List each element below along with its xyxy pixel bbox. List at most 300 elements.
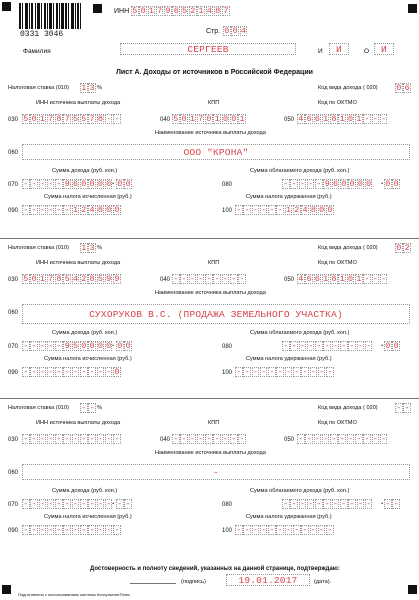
char-cell: 4 <box>298 114 304 124</box>
char-cell: - <box>81 434 87 444</box>
corner-mark <box>408 4 417 13</box>
percent-label: % <box>97 405 102 411</box>
char-cell: 5 <box>97 274 103 284</box>
char-cell: - <box>294 525 300 535</box>
char-cell: 4 <box>302 205 308 215</box>
char-cell: - <box>283 341 289 351</box>
char-cell: - <box>72 367 78 377</box>
initial-i-field[interactable]: И <box>329 43 349 55</box>
char-cell: 0 <box>97 179 103 189</box>
char-cell: - <box>106 367 112 377</box>
char-cell: - <box>308 499 314 509</box>
char-cell: 5 <box>72 341 78 351</box>
char-cell: 1 <box>39 114 45 124</box>
char-cell: 0 <box>89 341 95 351</box>
char-cell: 0 <box>89 179 95 189</box>
char-cell: - <box>39 205 45 215</box>
char-cell: - <box>356 434 362 444</box>
taxable-sum-field[interactable] <box>282 499 372 509</box>
char-cell: - <box>306 434 312 444</box>
oktmo-field[interactable] <box>297 274 387 284</box>
char-cell: 5 <box>23 114 29 124</box>
char-cell: - <box>48 367 54 377</box>
tax-calc-label: Сумма налога исчисленная (руб.) <box>44 514 132 520</box>
inn-source-label: ИНН источника выплаты дохода <box>36 420 121 426</box>
tax-withheld-field[interactable] <box>235 367 334 377</box>
char-cell: 1 <box>339 274 345 284</box>
char-cell: 0 <box>117 179 123 189</box>
char-cell: - <box>48 525 54 535</box>
char-cell: 9 <box>165 6 171 16</box>
char-cell: - <box>81 367 87 377</box>
char-cell: 0 <box>114 367 120 377</box>
row-070: 070 <box>8 182 19 188</box>
source-name-field[interactable]: ООО "КРОНА" <box>22 144 410 160</box>
tax-withheld-field[interactable] <box>235 525 334 535</box>
char-cell: 0 <box>231 114 237 124</box>
page-number-field[interactable] <box>223 26 247 36</box>
tax-rate-field[interactable] <box>80 403 96 413</box>
oktmo-label: Код по ОКТМО <box>318 100 357 106</box>
page-label: Стр. <box>206 28 221 35</box>
income-sum-field[interactable] <box>22 497 115 509</box>
char-cell: - <box>48 341 54 351</box>
char-cell: - <box>56 434 62 444</box>
char-cell: - <box>319 367 325 377</box>
char-cell: - <box>206 274 212 284</box>
char-cell: - <box>72 499 78 509</box>
char-cell: 2 <box>404 243 410 253</box>
block-separator <box>0 238 419 239</box>
char-cell: - <box>64 525 70 535</box>
char-cell: - <box>310 367 316 377</box>
char-cell: - <box>23 367 29 377</box>
char-cell: 0 <box>393 341 399 351</box>
char-cell: 7 <box>89 114 95 124</box>
software-note: Подготовлено с использованием системы КонсультантПлюс <box>18 592 130 597</box>
taxable-sum-field[interactable] <box>282 341 372 351</box>
row-030: 030 <box>8 117 19 123</box>
income-code-field[interactable] <box>395 83 411 93</box>
char-cell: 0 <box>385 341 391 351</box>
char-cell: - <box>106 434 112 444</box>
char-cell: - <box>327 367 333 377</box>
char-cell: - <box>239 274 245 284</box>
char-cell: - <box>366 499 372 509</box>
char-cell: 0 <box>106 341 112 351</box>
tax-calc-label: Сумма налога исчисленная (руб.) <box>44 356 132 362</box>
char-cell: 1 <box>356 114 362 124</box>
char-cell: - <box>198 274 204 284</box>
char-cell: - <box>252 205 258 215</box>
row-040: 040 <box>160 277 171 283</box>
char-cell: - <box>299 179 305 189</box>
char-cell: 6 <box>72 179 78 189</box>
row-080: 080 <box>222 182 233 188</box>
char-cell: 2 <box>294 205 300 215</box>
inn-source-field[interactable] <box>22 434 121 444</box>
char-cell: - <box>316 341 322 351</box>
char-cell: 0 <box>106 179 112 189</box>
char-cell: - <box>277 367 283 377</box>
signature-label: (подпись) <box>181 579 206 585</box>
char-cell: 8 <box>56 274 62 284</box>
char-cell: - <box>31 434 37 444</box>
char-cell: - <box>236 205 242 215</box>
char-cell: - <box>372 274 378 284</box>
kpp-field[interactable] <box>172 114 246 124</box>
char-cell: - <box>39 341 45 351</box>
char-cell: - <box>81 499 87 509</box>
char-cell: 1 <box>198 6 204 16</box>
char-cell: 6 <box>314 114 320 124</box>
char-cell: 6 <box>332 179 338 189</box>
inn-label: ИНН <box>114 8 130 15</box>
source-name-field[interactable]: - <box>22 464 410 480</box>
char-cell: 6 <box>404 83 410 93</box>
char-cell: 0 <box>81 341 87 351</box>
char-cell: 9 <box>106 274 112 284</box>
char-cell: 1 <box>39 274 45 284</box>
income-code-field[interactable] <box>395 243 411 253</box>
char-cell: 1 <box>72 205 78 215</box>
char-cell: - <box>285 525 291 535</box>
char-cell: 6 <box>173 6 179 16</box>
char-cell: - <box>189 274 195 284</box>
oktmo-label: Код по ОКТМО <box>318 420 357 426</box>
signature-line[interactable] <box>130 583 176 584</box>
income-sum-field[interactable] <box>22 177 115 189</box>
char-cell: - <box>308 341 314 351</box>
char-cell: 1 <box>81 243 87 253</box>
char-cell: - <box>349 499 355 509</box>
char-cell: - <box>393 499 399 509</box>
char-cell: - <box>72 525 78 535</box>
char-cell: - <box>347 434 353 444</box>
inn-source-label: ИНН источника выплаты дохода <box>36 260 121 266</box>
source-name-label: Наименование источника выплаты дохода <box>155 290 266 296</box>
taxable-kop-field[interactable] <box>384 341 400 351</box>
char-cell: - <box>106 114 112 124</box>
row-100: 100 <box>222 208 233 214</box>
char-cell: - <box>89 525 95 535</box>
char-cell: - <box>23 434 29 444</box>
initial-o-label: О <box>364 48 370 55</box>
income-kop-field[interactable] <box>116 499 132 509</box>
source-name-field[interactable]: СУХОРУКОВ В.С. (ПРОДАЖА ЗЕМЕЛЬНОГО УЧАСТКА) <box>22 304 410 324</box>
char-cell: 9 <box>114 274 120 284</box>
char-cell: - <box>181 434 187 444</box>
char-cell: 7 <box>223 6 229 16</box>
char-cell: - <box>341 499 347 509</box>
char-cell: - <box>244 525 250 535</box>
char-cell: - <box>23 525 29 535</box>
char-cell: 0 <box>366 179 372 189</box>
income-code-label: Код вида дохода ( 020) <box>318 405 378 411</box>
initial-i-label: И <box>318 48 323 55</box>
char-cell: - <box>231 434 237 444</box>
char-cell: 0 <box>81 179 87 189</box>
char-cell: - <box>269 525 275 535</box>
taxable-sum-label: Сумма облагаемого дохода (руб. коп.) <box>250 330 350 336</box>
char-cell: - <box>39 434 45 444</box>
oktmo-field[interactable] <box>297 114 387 124</box>
char-cell: - <box>198 434 204 444</box>
char-cell: 6 <box>306 114 312 124</box>
char-cell: - <box>81 525 87 535</box>
taxable-kop-field[interactable] <box>384 179 400 189</box>
char-cell: - <box>206 434 212 444</box>
char-cell: 5 <box>23 274 29 284</box>
percent-label: % <box>97 85 102 91</box>
char-cell: - <box>366 341 372 351</box>
char-cell: - <box>48 179 54 189</box>
inn-source-label: ИНН источника выплаты дохода <box>36 100 121 106</box>
char-cell: - <box>299 341 305 351</box>
char-cell: - <box>222 434 228 444</box>
char-cell: 0 <box>385 179 391 189</box>
char-cell: - <box>97 525 103 535</box>
char-cell: - <box>357 341 363 351</box>
char-cell: - <box>372 434 378 444</box>
char-cell: 1 <box>339 114 345 124</box>
char-cell: 7 <box>48 274 54 284</box>
char-cell: 5 <box>64 274 70 284</box>
date-label: (дата). <box>314 579 332 585</box>
tax-rate-field[interactable] <box>80 243 96 253</box>
char-cell: - <box>291 341 297 351</box>
char-cell: - <box>252 367 258 377</box>
decimal-point: . <box>112 339 115 348</box>
char-cell: 8 <box>215 6 221 16</box>
initial-o-field[interactable]: И <box>374 43 394 55</box>
char-cell: - <box>339 434 345 444</box>
income-code-field[interactable] <box>395 403 411 413</box>
char-cell: - <box>173 434 179 444</box>
char-cell: 1 <box>323 114 329 124</box>
char-cell: - <box>404 403 410 413</box>
char-cell: - <box>89 434 95 444</box>
char-cell: - <box>106 525 112 535</box>
inn-source-field[interactable] <box>22 114 121 124</box>
income-sum-field[interactable] <box>22 339 115 351</box>
char-cell: - <box>56 341 62 351</box>
decimal-point: . <box>381 497 384 506</box>
char-cell: - <box>277 525 283 535</box>
surname-field[interactable]: СЕРГЕЕВ <box>120 43 296 55</box>
income-code-label: Код вида дохода ( 020) <box>318 245 378 251</box>
char-cell: - <box>39 525 45 535</box>
tax-calc-field[interactable] <box>22 525 121 535</box>
char-cell: - <box>214 434 220 444</box>
char-cell: - <box>364 434 370 444</box>
row-050: 050 <box>284 277 295 283</box>
char-cell: 0 <box>347 274 353 284</box>
char-cell: 8 <box>331 114 337 124</box>
char-cell: - <box>252 525 258 535</box>
char-cell: 0 <box>181 114 187 124</box>
char-cell: - <box>72 434 78 444</box>
char-cell: 0 <box>206 114 212 124</box>
taxable-sum-label: Сумма облагаемого дохода (руб. коп.) <box>250 488 350 494</box>
date-field[interactable]: 19.01.2017 <box>226 574 310 586</box>
oktmo-field[interactable] <box>297 434 387 444</box>
row-060: 060 <box>8 310 19 316</box>
char-cell: 1 <box>189 114 195 124</box>
char-cell: 4 <box>298 274 304 284</box>
char-cell: - <box>114 525 120 535</box>
char-cell: 0 <box>97 341 103 351</box>
tax-calc-label: Сумма налога исчисленная (руб.) <box>44 194 132 200</box>
char-cell: 2 <box>81 205 87 215</box>
char-cell: 0 <box>347 114 353 124</box>
char-cell: 0 <box>222 114 228 124</box>
char-cell: 1 <box>81 83 87 93</box>
char-cell: 8 <box>97 114 103 124</box>
char-cell: 0 <box>327 205 333 215</box>
char-cell: - <box>319 525 325 535</box>
char-cell: 9 <box>324 179 330 189</box>
row-080: 080 <box>222 344 233 350</box>
tax-withheld-label: Сумма налога удержанная (руб.) <box>246 194 332 200</box>
header-inn-field[interactable] <box>131 6 230 16</box>
char-cell: - <box>214 274 220 284</box>
char-cell: - <box>277 205 283 215</box>
char-cell: - <box>244 205 250 215</box>
decimal-point: . <box>112 497 115 506</box>
char-cell: - <box>97 434 103 444</box>
char-cell: - <box>364 114 370 124</box>
char-cell: - <box>222 274 228 284</box>
char-cell: 5 <box>72 114 78 124</box>
char-cell: - <box>298 434 304 444</box>
char-cell: - <box>302 367 308 377</box>
char-cell: - <box>236 367 242 377</box>
tax-withheld-field[interactable] <box>235 205 334 215</box>
taxable-sum-label: Сумма облагаемого дохода (руб. коп.) <box>250 168 350 174</box>
char-cell: - <box>114 114 120 124</box>
char-cell: 3 <box>89 83 95 93</box>
char-cell: - <box>244 367 250 377</box>
char-cell: 9 <box>64 341 70 351</box>
char-cell: 0 <box>106 205 112 215</box>
char-cell: - <box>302 525 308 535</box>
tax-calc-field[interactable] <box>22 205 121 215</box>
char-cell: - <box>97 499 103 509</box>
char-cell: - <box>106 499 112 509</box>
income-kop-field[interactable] <box>116 179 132 189</box>
kpp-field[interactable] <box>172 274 246 284</box>
char-cell: - <box>236 525 242 535</box>
char-cell: 5 <box>132 6 138 16</box>
char-cell: 0 <box>341 179 347 189</box>
char-cell: 0 <box>357 179 363 189</box>
income-sum-label: Сумма дохода (руб. коп.) <box>52 168 118 174</box>
char-cell: - <box>31 499 37 509</box>
taxable-kop-field[interactable] <box>384 499 400 509</box>
tax-rate-field[interactable] <box>80 83 96 93</box>
row-090: 090 <box>8 370 19 376</box>
char-cell: - <box>283 179 289 189</box>
surname-label: Фамилия <box>23 48 51 55</box>
kpp-field[interactable] <box>172 434 246 444</box>
char-cell: 8 <box>331 274 337 284</box>
char-cell: 7 <box>48 114 54 124</box>
char-cell: - <box>285 367 291 377</box>
row-050: 050 <box>284 437 295 443</box>
corner-mark <box>93 4 102 13</box>
char-cell: - <box>261 205 267 215</box>
char-cell: - <box>39 179 45 189</box>
char-cell: - <box>310 525 316 535</box>
inn-source-field[interactable] <box>22 274 121 284</box>
row-100: 100 <box>222 528 233 534</box>
decimal-point: . <box>381 339 384 348</box>
char-cell: - <box>181 274 187 284</box>
char-cell: - <box>381 114 387 124</box>
kpp-label: КПП <box>208 100 220 106</box>
char-cell: 0 <box>140 6 146 16</box>
char-cell: - <box>316 499 322 509</box>
char-cell: 1 <box>323 274 329 284</box>
char-cell: 7 <box>198 114 204 124</box>
char-cell: - <box>269 367 275 377</box>
corner-mark <box>2 2 11 11</box>
tax-calc-field[interactable] <box>22 367 121 377</box>
char-cell: - <box>261 525 267 535</box>
row-050: 050 <box>284 117 295 123</box>
kpp-label: КПП <box>208 420 220 426</box>
char-cell: 0 <box>396 83 402 93</box>
char-cell: - <box>261 367 267 377</box>
char-cell: - <box>231 274 237 284</box>
char-cell: - <box>294 367 300 377</box>
char-cell: - <box>64 205 70 215</box>
char-cell: - <box>39 499 45 509</box>
char-cell: - <box>23 205 29 215</box>
decimal-point: . <box>381 177 384 186</box>
char-cell: - <box>64 499 70 509</box>
char-cell: 2 <box>81 274 87 284</box>
char-cell: 1 <box>239 114 245 124</box>
char-cell: - <box>89 367 95 377</box>
char-cell: - <box>332 499 338 509</box>
char-cell: - <box>173 274 179 284</box>
tax-rate-label: Налоговая ставка (010) <box>8 245 69 251</box>
barcode-number: 0331 3046 <box>20 30 64 39</box>
income-kop-field[interactable] <box>116 341 132 351</box>
char-cell: - <box>189 434 195 444</box>
char-cell: 0 <box>319 205 325 215</box>
char-cell: - <box>269 205 275 215</box>
char-cell: 8 <box>310 205 316 215</box>
char-cell: - <box>64 367 70 377</box>
char-cell: 1 <box>214 114 220 124</box>
char-cell: - <box>331 434 337 444</box>
char-cell: 9 <box>64 179 70 189</box>
block-separator <box>0 398 419 399</box>
char-cell: - <box>324 499 330 509</box>
tax-withheld-label: Сумма налога удержанная (руб.) <box>246 356 332 362</box>
taxable-sum-field[interactable] <box>282 179 372 189</box>
char-cell: - <box>357 499 363 509</box>
row-040: 040 <box>160 437 171 443</box>
char-cell: 3 <box>89 243 95 253</box>
corner-mark <box>2 585 11 594</box>
char-cell: - <box>23 341 29 351</box>
row-080: 080 <box>222 502 233 508</box>
char-cell: - <box>48 434 54 444</box>
